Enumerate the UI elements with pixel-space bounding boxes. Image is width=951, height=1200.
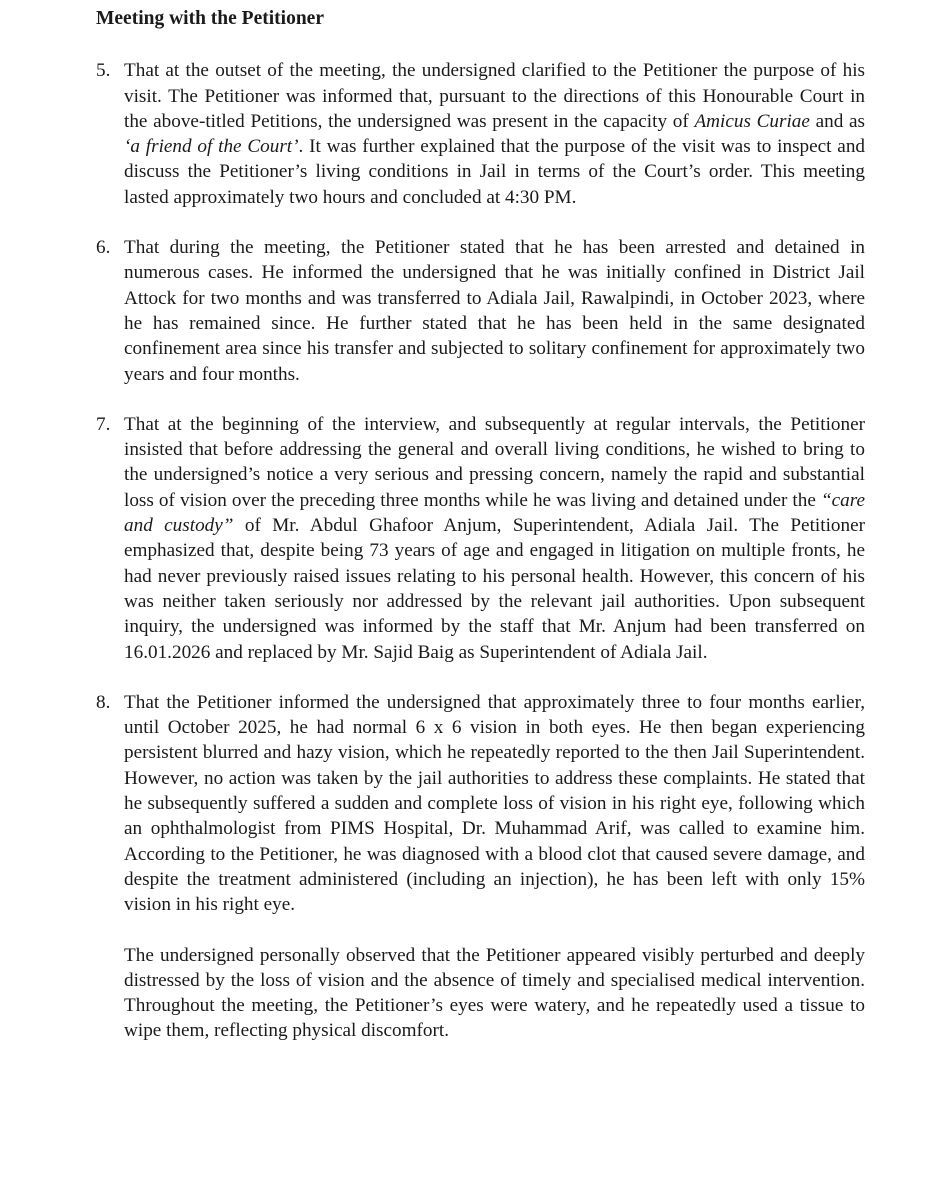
text-segment-italic: ‘a friend of the Court’ — [124, 136, 299, 158]
text-segment: That during the meeting, the Petitioner stated that he has been arrested and detained in numerous cases. He informed the undersigned that he was initially confined in District Jail Attock for two months and was transferred to Adiala Jail, Rawalpindi, in October 2023, where he has remained since. He further stated that he has been held in the same designated confinement area since his transfer and subjected to solitary confinement for approximately two years and four months. — [124, 237, 865, 385]
paragraph-5 — [96, 58, 865, 210]
paragraph-text — [124, 58, 865, 210]
paragraph-7 — [96, 412, 865, 665]
paragraph-number: 6. — [96, 237, 111, 259]
text-segment: That at the beginning of the interview, and subsequently at regular intervals, the Petitioner insisted that before addressing the general and overall living conditions, he wished to bring to the undersigned’s notice a very serious and pressing concern, namely the rapid and substantial loss of vision over the preceding three months while he was living and detained under the — [124, 413, 865, 511]
paragraph-number: 5. — [96, 60, 111, 82]
text-segment-italic: Amicus Curiae — [694, 110, 810, 132]
section-heading: Meeting with the Petitioner — [96, 8, 324, 29]
text-segment: of Mr. Abdul Ghafoor Anjum, Superintendent, Adiala Jail. The Petitioner emphasized that, despite being 73 years of age and engaged in litigation on multiple fronts, he had never previously raised issues relating to his personal health. However, this concern of his was neither taken seriously nor addressed by the relevant jail authorities. Upon subsequent inquiry, the undersigned was informed by the staff that Mr. Anjum had been transferred on 16.01.2026 and replaced by Mr. Sajid Baig as Superintendent of Adiala Jail. — [124, 515, 865, 663]
paragraph-number: 7. — [96, 413, 111, 435]
paragraph-6 — [96, 235, 865, 387]
paragraph-text — [124, 235, 865, 387]
text-segment: and as — [809, 110, 865, 132]
text-segment: That at the outset of the meeting, the undersigned clarified to the Petitioner the purpose of his visit. The Petitioner was informed that, pursuant to the directions of this Honourable Court in the above-titled Petitions, the undersigned was present in the capacity of — [124, 60, 865, 132]
text-segment: . It was further explained that the purpose of the visit was to inspect and discuss the Petitioner’s living conditions in Jail in terms of the Court’s order. This meeting lasted approximately two hours and concluded at 4:30 PM. — [124, 136, 866, 208]
paragraph-text — [124, 412, 865, 665]
text-segment: That the Petitioner informed the undersigned that approximately three to four months earlier, until October 2025, he had normal 6 x 6 vision in both eyes. He then began experiencing persistent blurred and hazy vision, which he repeatedly reported to the then Jail Superintendent. However, no action was taken by the jail authorities to address these complaints. He stated that he subsequently suffered a sudden and complete loss of vision in his right eye, following which an ophthalmologist from PIMS Hospital, Dr. Muhammad Arif, was called to examine him. According to the Petitioner, he was diagnosed with a blood clot that caused severe damage, and despite the treatment administered (including an injection), he has been left with only 15% vision in his right eye. — [124, 691, 865, 916]
text-segment-italic: “care and custody” — [124, 489, 865, 537]
paragraph-8-continuation: The undersigned personally observed that the Petitioner appeared visibly perturbed and deeply distressed by the loss of vision and the absence of timely and specialised medical intervention. Throughout the meeting, the Petitioner’s eyes were watery, and he repeatedly used a tissue to wipe them, reflecting physical discomfort. — [124, 944, 865, 1042]
paragraph-number: 8. — [96, 691, 111, 713]
paragraph-8 — [96, 690, 865, 918]
paragraph-text — [124, 690, 865, 918]
